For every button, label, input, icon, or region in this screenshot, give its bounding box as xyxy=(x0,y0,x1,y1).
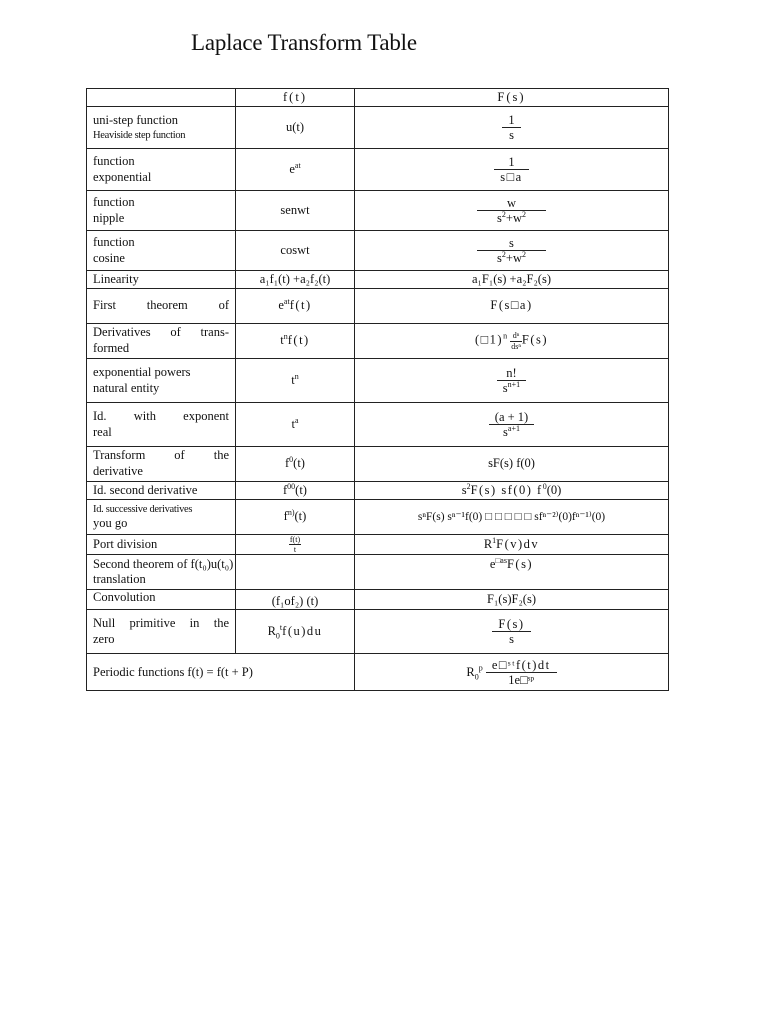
den-superscript: n+1 xyxy=(507,379,521,389)
row-name-line1: uni-step function xyxy=(93,113,179,128)
row-name-line2: real xyxy=(93,424,112,439)
ft-superscript: n xyxy=(294,371,299,381)
fraction-denominator: s xyxy=(509,128,514,142)
ft-rest: (t) xyxy=(294,509,307,524)
table-row xyxy=(87,149,669,191)
row-ft xyxy=(236,482,355,500)
Fs-superscript: 1 xyxy=(492,535,497,545)
fraction-numerator: n! xyxy=(497,366,526,381)
Fs-suffix: F(s) xyxy=(521,332,549,347)
row-Fs xyxy=(355,535,669,555)
row-name-line1: exponential powers xyxy=(93,364,191,379)
row-name xyxy=(87,555,236,590)
den-superscript: 2 xyxy=(501,249,506,259)
Fs-suffix: F(v)dv xyxy=(496,536,540,551)
row-Fs xyxy=(355,359,669,403)
row-name xyxy=(87,447,236,482)
integral-sign: R xyxy=(267,624,276,639)
table-row xyxy=(87,359,669,403)
row-name-line1: Id. successive derivatives xyxy=(93,503,193,515)
row-Fs xyxy=(355,403,669,447)
row-name xyxy=(87,107,236,149)
ft-superscript: 0 xyxy=(289,455,294,465)
Fs-part: s xyxy=(461,482,467,497)
Fs-part: F(s) sf(0) f xyxy=(470,482,543,497)
den-base: s xyxy=(497,211,502,225)
row-Fs xyxy=(355,482,669,500)
ft-base: t xyxy=(291,416,295,431)
table-header-row xyxy=(87,89,669,107)
den-mid: +w xyxy=(505,211,522,225)
row-name-line2: you go xyxy=(93,515,128,530)
row-ft xyxy=(236,447,355,482)
den-superscript: 2 xyxy=(501,209,506,219)
table-row xyxy=(87,590,669,610)
table-row xyxy=(87,447,669,482)
Fs-superscript: n xyxy=(503,331,508,341)
ft-rest: (t) xyxy=(293,456,305,471)
row-name-line1: First theorem of xyxy=(93,298,229,313)
ft-superscript: at xyxy=(294,160,301,170)
fraction-numerator: 1 xyxy=(494,155,528,170)
integral-sign: R xyxy=(466,664,475,679)
row-ft xyxy=(236,555,355,590)
row-ft xyxy=(236,359,355,403)
row-ft: u(t) xyxy=(236,107,355,149)
integral-sign: R xyxy=(483,536,493,551)
row-name-line2: zero xyxy=(93,631,115,646)
ft-superscript: a xyxy=(294,415,299,425)
table-row xyxy=(87,654,669,691)
table-row xyxy=(87,403,669,447)
row-Fs xyxy=(355,555,669,590)
row-Fs: F(s□a) xyxy=(355,289,669,324)
integral-upper: t xyxy=(279,622,283,632)
row-name: Linearity xyxy=(87,271,236,289)
row-name-line2: nipple xyxy=(93,210,125,225)
row-name xyxy=(87,403,236,447)
fraction-denominator xyxy=(489,425,534,439)
fraction-denominator: t xyxy=(293,545,297,555)
ft-rest: f(t) xyxy=(287,333,310,348)
fraction-numerator: (a + 1) xyxy=(489,410,534,425)
row-name-line2: derivative xyxy=(93,464,143,478)
derivative-numerator: dⁿ xyxy=(510,331,522,341)
header-ft: f(t) xyxy=(236,89,355,107)
Fs-superscript: 2 xyxy=(466,481,471,491)
table-row xyxy=(87,289,669,324)
integral-upper: p xyxy=(478,663,483,673)
row-Fs: sF(s) f(0) xyxy=(355,447,669,482)
ft-rest: f(t) xyxy=(289,298,312,313)
Fs-superscript: □as xyxy=(495,556,507,566)
table-row xyxy=(87,107,669,149)
row-ft: (f₁of₂) (t) xyxy=(236,590,355,610)
row-ft xyxy=(236,610,355,654)
row-Fs xyxy=(355,107,669,149)
row-name xyxy=(87,191,236,231)
row-name: Periodic functions f(t) = f(t + P) xyxy=(87,654,355,691)
row-Fs xyxy=(355,324,669,359)
row-Fs: F₁(s)F₂(s) xyxy=(355,590,669,610)
den-base: s xyxy=(503,425,508,439)
integral-lower: 0 xyxy=(275,631,280,641)
ft-superscript: n) xyxy=(287,508,295,518)
row-name-line2: natural entity xyxy=(93,380,160,395)
row-name-line2: cosine xyxy=(93,250,125,265)
fraction-denominator xyxy=(497,381,526,395)
row-name-line1: Null primitive in the xyxy=(93,616,229,631)
fraction-numerator: f(t) xyxy=(289,535,301,544)
row-name xyxy=(87,324,236,359)
fraction-denominator: s xyxy=(509,632,514,647)
row-name-line1: function xyxy=(93,194,135,209)
table-row xyxy=(87,555,669,590)
row-Fs xyxy=(355,231,669,271)
row-Fs: sⁿF(s) sⁿ⁻¹f(0) □ □ □ □ □ sfⁿ⁻²⁾(0)fⁿ⁻¹⁾(0) xyxy=(355,500,669,535)
laplace-table xyxy=(86,88,669,691)
ft-base: f xyxy=(283,509,288,524)
den-superscript: 2 xyxy=(521,209,526,219)
row-Fs xyxy=(355,191,669,231)
row-name: Port division xyxy=(87,535,236,555)
row-Fs: a₁F₁(s) +a₂F₂(s) xyxy=(355,271,669,289)
row-name xyxy=(87,231,236,271)
den-mid: +w xyxy=(505,251,522,265)
Fs-prefix: (□1) xyxy=(474,332,504,347)
ft-superscript: 00 xyxy=(287,481,296,491)
den-base: s xyxy=(502,381,508,395)
row-name xyxy=(87,359,236,403)
row-name xyxy=(87,289,236,324)
row-name-line1: Transform of the xyxy=(93,448,229,463)
row-ft: coswt xyxy=(236,231,355,271)
ft-base: f xyxy=(285,456,290,471)
page-title: Laplace Transform Table xyxy=(191,30,417,55)
fraction-denominator xyxy=(477,211,546,225)
fraction-numerator: e□ˢᵗf(t)dt xyxy=(486,658,557,673)
row-name: Convolution xyxy=(87,590,236,610)
row-name-line1: function xyxy=(93,153,135,168)
fraction-numerator: s xyxy=(477,236,546,251)
row-ft: a₁f₁(t) +a₂f₂(t) xyxy=(236,271,355,289)
header-Fs: F(s) xyxy=(355,89,669,107)
table-row xyxy=(87,482,669,500)
row-ft xyxy=(236,149,355,191)
row-name-line1: Second theorem of f(t₀)u(t₀) xyxy=(93,556,234,571)
row-ft xyxy=(236,535,355,555)
table-row xyxy=(87,271,669,289)
ft-superscript: at xyxy=(283,297,290,307)
row-name xyxy=(87,149,236,191)
header-blank xyxy=(87,89,236,107)
row-Fs xyxy=(355,149,669,191)
row-name-line1: Id. with exponent xyxy=(93,408,229,423)
row-name: Id. second derivative xyxy=(87,482,236,500)
table-row xyxy=(87,610,669,654)
ft-base: t xyxy=(280,333,284,348)
row-name xyxy=(87,500,236,535)
ft-rest: (t) xyxy=(295,482,307,497)
row-name-line2: formed xyxy=(93,341,130,355)
table-row xyxy=(87,500,669,535)
Fs-suffix: F(s) xyxy=(506,557,534,572)
den-superscript: 2 xyxy=(521,249,526,259)
ft-base: f xyxy=(283,482,288,497)
den-superscript: a+1 xyxy=(507,423,520,433)
row-ft xyxy=(236,324,355,359)
row-name-line2: translation xyxy=(93,572,146,587)
row-name-line2: exponential xyxy=(93,169,152,184)
row-name xyxy=(87,610,236,654)
Fs-base: e xyxy=(489,557,496,572)
ft-rest: f(u)du xyxy=(282,624,323,639)
fraction-denominator: 1e□ˢᵖ xyxy=(508,672,535,687)
row-ft xyxy=(236,500,355,535)
row-Fs xyxy=(355,654,669,691)
fraction-numerator: F(s) xyxy=(492,617,530,632)
row-name-line1: function xyxy=(93,234,135,249)
den-base: s xyxy=(497,251,502,265)
table-row xyxy=(87,535,669,555)
integral-lower: 0 xyxy=(474,671,479,681)
ft-superscript: n xyxy=(283,332,288,342)
table-row xyxy=(87,324,669,359)
row-ft: senwt xyxy=(236,191,355,231)
Fs-part: (0) xyxy=(546,482,562,497)
fraction-denominator xyxy=(477,251,546,265)
row-Fs xyxy=(355,610,669,654)
derivative-denominator: dsⁿ xyxy=(511,341,521,351)
fraction-numerator: w xyxy=(477,196,546,211)
row-name-line1: Derivatives of trans- xyxy=(93,325,229,340)
ft-base: t xyxy=(291,372,295,387)
row-ft xyxy=(236,289,355,324)
ft-base: e xyxy=(289,161,295,176)
table-row xyxy=(87,191,669,231)
fraction-denominator: s□a xyxy=(500,170,523,184)
ft-base: e xyxy=(278,298,284,313)
row-name-line2: Heaviside step function xyxy=(93,129,186,141)
row-ft xyxy=(236,403,355,447)
Fs-superscript: 0 xyxy=(542,481,547,491)
table-row xyxy=(87,231,669,271)
fraction-numerator: 1 xyxy=(502,113,520,128)
